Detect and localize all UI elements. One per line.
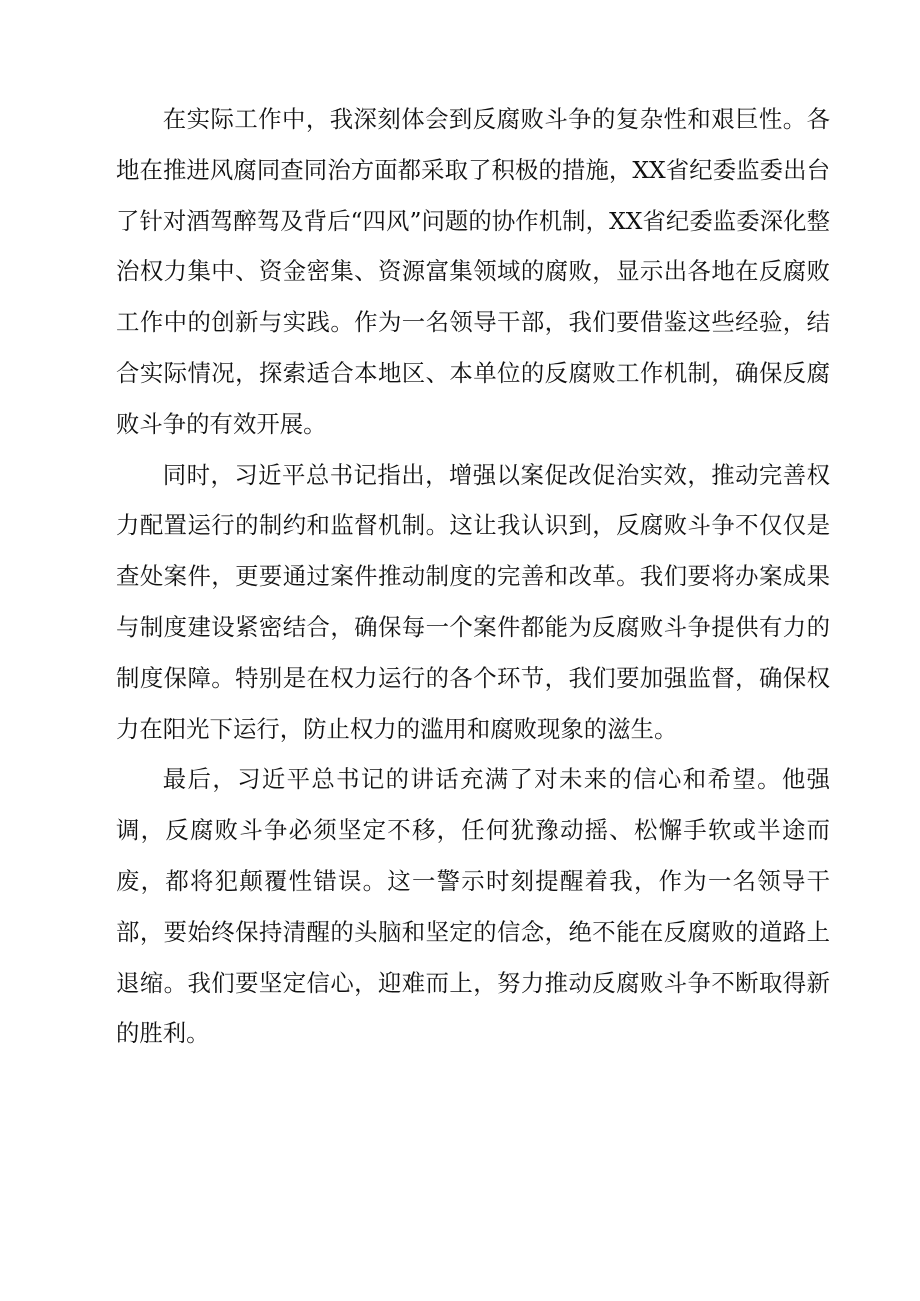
paragraph-2: 同时，习近平总书记指出，增强以案促改促治实效，推动完善权力配置运行的制约和监督机制。这让我认识到，反腐败斗争不仅仅是查处案件，更要通过案件推动制度的完善和改革。我们要将办案成果与制度建设紧密结合，确保每一个案件都能为反腐败斗争提供有力的制度保障。特别是在权力运行的各个环节，我们要加强监督，确保权力在阳光下运行，防止权力的滥用和腐败现象的滋生。 xyxy=(116,460,830,743)
paragraph-1: 在实际工作中，我深刻体会到反腐败斗争的复杂性和艰巨性。各地在推进风腐同查同治方面都采取了积极的措施，XX省纪委监委出台了针对酒驾醉驾及背后“四风”问题的协作机制，XX省纪委监委深化整治权力集中、资金密集、资源富集领域的腐败，显示出各地在反腐败工作中的创新与实践。作为一名领导干部，我们要借鉴这些经验，结合实际情况，探索适合本地区、本单位的反腐败工作机制，确保反腐败斗争的有效开展。 xyxy=(116,105,830,438)
paragraph-3: 最后，习近平总书记的讲话充满了对未来的信心和希望。他强调，反腐败斗争必须坚定不移，任何犹豫动摇、松懈手软或半途而废，都将犯颠覆性错误。这一警示时刻提醒着我，作为一名领导干部，要始终保持清醒的头脑和坚定的信念，绝不能在反腐败的道路上退缩。我们要坚定信心，迎难而上，努力推动反腐败斗争不断取得新的胜利。 xyxy=(116,765,830,1048)
document-body xyxy=(116,94,830,1059)
